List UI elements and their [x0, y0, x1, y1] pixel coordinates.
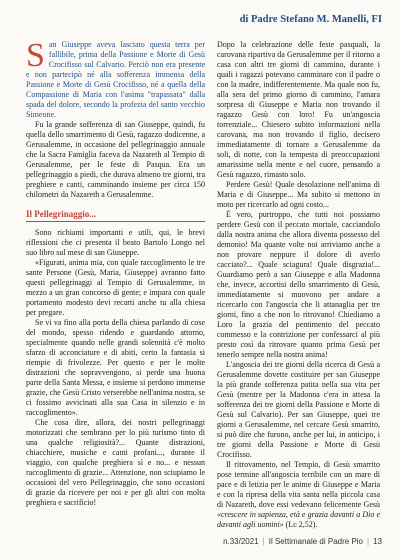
- scripture-quote: «crescere in sapienza, età e grazia davanti a Dio e davanti agli uomini»: [217, 510, 380, 529]
- page-footer: [223, 537, 382, 546]
- footer-separator: |: [367, 537, 370, 546]
- paragraph: Se vi va fino alla porta della chiesa parlando di cose del mondo, spesso ridendo e guardando attorno, specialmente quando nelle grandi solennità c'è molto sfarzo di acconciature e di abiti, certo la fantasia si riempie di frivolezze. Per questo e per le molte distrazioni che sopravvengono, si perde una buona parte della Santa Messa, e insieme si perdono immense grazie, che Gesù Cristo verserebbe nell'anima nostra, se ci fossimo avvicinati alla sua Casa in silenzio e in raccoglimento».: [26, 318, 205, 417]
- paragraph: Sono richiami importanti e utili, qui, le brevi riflessioni che ci presenta il beato Bartolo Longo nel suo libro sul mese di san Giuseppe.: [26, 228, 205, 257]
- section-heading: Il Pellegrinaggio...: [26, 209, 205, 222]
- article-author: di Padre Stefano M. Manelli, FI: [239, 14, 382, 25]
- paragraph: L'angoscia dei tre giorni della ricerca di Gesù a Gerusalemme dovette costituire per san Giuseppe la più grande sofferenza patita nella sua vita per Gesù (mentre per la Madonna c'era in attesa la sofferenza dei tre giorni della Passione e Morte di Gesù sul Calvario). Per san Giuseppe, quei tre giorni a Gerusalemme, nel cercare Gesù smarrito, si può dire che furono, anche per lui, in anticipo, i tre giorni della Passione e Morte di Gesù Crocifisso.: [217, 360, 380, 459]
- magazine-name: Il Settimanale di Padre Pio: [268, 537, 364, 546]
- paragraph: È vero, purtroppo, che tutti noi possiamo perdere Gesù con il peccato mortale, cacciandolo dalla nostra anima che allora diventa possesso del demonio! Ma quante volte noi arriviamo anche a non provare neppure il dolore di averlo cacciato?... Quale sciagura! Quale disgrazia!... Guardiamo però a san Giuseppe e alla Madonna che, invece, accortisi dello smarrimento di Gesù, immediatamente si muovono per andare a ricercarlo con l'angoscia che li attanaglia per tre giorni, fino a che non lo ritrovano! Chiediamo a Loro la grazia del pentimento del peccato commesso e la contrizione per confessarci al più presto così da ritrovare quanto prima Gesù per tenerlo sempre nella nostra anima!: [217, 210, 380, 359]
- footer-separator: |: [262, 537, 265, 546]
- drop-cap: S: [26, 37, 45, 74]
- paragraph-text: Il ritrovamento, nel Tempio, di Gesù smarrito pose termine all'angoscia terribile con un mare di pace e di letizia per le anime di Giuseppe e Maria e con la ripresa della vita santa nella piccola casa di Nazareth, dove essi vedevano felicemente Gesù: [217, 460, 380, 509]
- intro-paragraph: [26, 37, 205, 120]
- intro-text: an Giuseppe aveva lasciato questa terra per fallibile, prima della Passione e Morte di Gesù Crocifisso sul Calvario. Perciò non era presente e non partecipò né alla sofferenza immensa della Passione e Morte di Gesù Crocifisso, né a quella della Compassione di Maria con l'anima "trapassata" dalla spada del dolore, secondo la profezia del santo vecchio Simeone.: [26, 40, 205, 119]
- paragraph: Dopo la celebrazione delle feste pasquali, la carovana ripartiva da Gerusalemme per il ritorno a casa con altri tre giorni di cammino, durante i quali i ragazzi potevano camminare con il padre o con la madre, indifferentemente. Ma quale non fu, alla sera del primo giorno di cammino, l'amara sorpresa di Giuseppe e Maria non trovando il ragazzo Gesù con loro! Fu un'angoscia torrenziale... Chiesero subito informazioni nella carovana, ma non trovando il figlio, decisero immediatamente di tornare a Gerusalemme da soli, di notte, con la tempesta di preoccupazioni amarissime nella mente e nel cuore, pensando a Gesù ragazzo, rimasto solo.: [217, 40, 380, 179]
- paragraph: Che cosa dire, allora, dei nostri pellegrinaggi motorizzati che sembrano per lo più turismo tinto di una qualche religiosità?... Quante distrazioni, chiacchiere, musiche e canti profani..., durante il viaggio, con qualche preghiera sì e no... e nessun raccoglimento di grazie... Attenzione, non sciupiamo le occasioni del vero Pellegrinaggio, che sono occasioni di grazie da ricevere per noi e per gli altri con molta preghiera e sacrificio!: [26, 418, 205, 507]
- paragraph: Fu la grande sofferenza di san Giuseppe, quindi, fu quella dello smarrimento di Gesù, ragazzo dodicenne, a Gerusalemme, in occasione del pellegrinaggio annuale che la Sacra Famiglia faceva da Nazareth al Tempio di Gerusalemme, per le feste di Pasqua. Era un pellegrinaggio a piedi, che durava almeno tre giorni, tra preghiere e canti, camminando insieme per circa 150 chilometri da Nazareth a Gerusalemme.: [26, 120, 205, 199]
- paragraph: [217, 460, 380, 530]
- scripture-reference: (Lc 2,52).: [283, 520, 318, 529]
- paragraph: «Figurati, anima mia, con quale raccoglimento le tre sante Persone (Gesù, Maria, Giuseppe) avranno fatto questi pellegrinaggi al Tempio di Gerusalemme, in mezzo a un gran concorso di gente; e impara con quale portamento modesto devi recarti anche tu alla chiesa per pregare.: [26, 258, 205, 317]
- paragraph: Perdere Gesù! Quale desolazione nell'anima di Maria e di Giuseppe... Ma subito si mettono in moto per ricercarlo ad ogni costo...: [217, 180, 380, 209]
- issue-number: n.33/2021: [223, 537, 259, 546]
- page-number: 13: [373, 537, 382, 546]
- right-column: [217, 40, 380, 530]
- left-column: [26, 37, 205, 508]
